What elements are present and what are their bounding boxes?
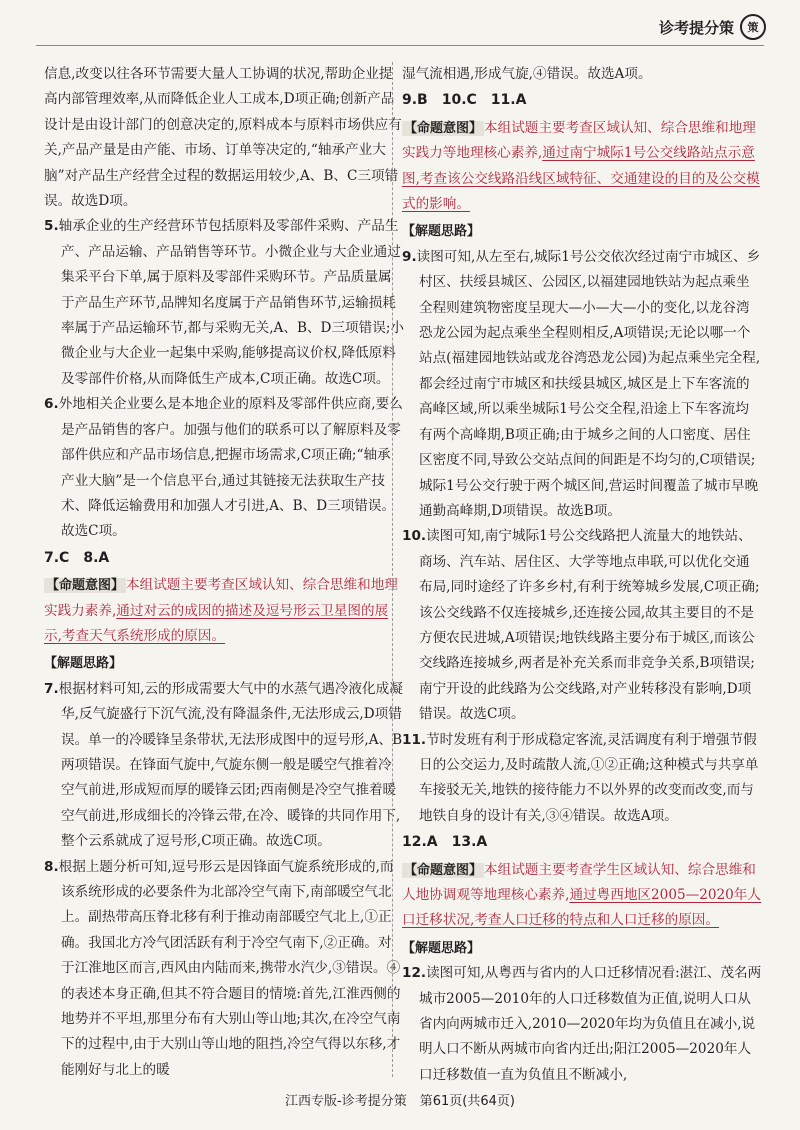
brand-header: [659, 14, 766, 40]
question-12-explanation: 12.读图可知,从粤西与省内的人口迁移情况看:湛江、茂名两城市2005—2010年的人口迁移数值为正值,说明人口从省内向两城市迁入,2010—2020年均为负值且在减小,说明人口不断从两城市向省内迁出;阳江2005—2020年人口迁移数值一直为负值且不断减小,: [402, 965, 762, 1083]
question-9-explanation: 9.读图可知,从左至右,城际1号公交依次经过南宁市城区、乡村区、扶绥县城区、公园区,以福建园地铁站为起点乘坐全程则建筑物密度呈现大—小—大—小的变化,以龙谷湾恐龙公园为起点乘坐全程则相反,A项错误;无论以哪一个站点(福建园地铁站或龙谷湾恐龙公园)为起点乘坐完全程,都会经过南宁市城区和扶绥县城区,城区是上下车客流的高峰区域,所以乘坐城际1号公交全程,沿途上下车客流均有两个高峰期,B项正确;由于城乡之间的人口密度、居住区密度不同,导致公交站点间的间距是不均匀的,C项错误;城际1号公交行驶于两个城区间,营运时间覆盖了城市早晚通勤高峰期,D项错误。故选B项。: [402, 248, 761, 519]
intent-text-underlined: 通过粤西地区2005—2020年人口迁移状况,考查人口迁移的特点和人口迁移的原因。: [402, 887, 761, 929]
solution-label: 【解题思路】: [44, 656, 123, 672]
question-number: 12.: [402, 965, 427, 982]
question-8-explanation: 8.根据上题分析可知,逗号形云是因锋面气旋系统形成的,而该系统形成的必要条件为北部冷空气南下,南部暖空气北上。副热带高压脊北移有利于推动南部暖空气北上,①正确。我国北方冷气团活跃有利于冷空气南下,②正确。对于江淮地区而言,西风由内陆而来,携带水汽少,③错误。④的表述本身正确,但其不符合题目的情境:首先,江淮西侧的地势并不平坦,那里分布有大别山等山地;其次,在冷空气南下的过程中,由于大别山等山地的阻挡,冷空气得以东移,才能刚好与北上的暖: [44, 858, 401, 1078]
question-number: 6.: [44, 396, 59, 413]
question-number: 5.: [44, 218, 59, 235]
question-number: 7.: [44, 680, 59, 697]
answer-key-9-11: 9.B 10.C 11.A: [402, 92, 527, 109]
answer-key-12-13: 12.A 13.A: [402, 834, 488, 851]
header-rule: [36, 45, 764, 46]
question-number: 10.: [402, 528, 427, 545]
intent-section: [402, 858, 762, 934]
intent-section: [44, 573, 404, 649]
intent-label: 【命题意图】: [404, 120, 483, 136]
continued-answer-text: 信息,改变以往各环节需要大量人工协调的状况,帮助企业提高内部管理效率,从而降低企业人工成本,D项正确;创新产品设计是由设计部门的创意决定的,原料成本与原料市场供应有关,产品产量是由产能、市场、订单等决定的,“轴承产业大脑”对产品生产经营全过程的数据运用较少,A、B、C三项错误。故选D项。: [44, 66, 402, 210]
intent-section: [402, 116, 762, 218]
column-divider: [392, 62, 393, 1077]
intent-text: 本组试题主要考查学生区域认知、综合思维和人地协调观等地理核心素养,: [402, 861, 756, 903]
question-number: 11.: [402, 731, 427, 748]
left-column: [44, 62, 404, 1083]
intent-text: 本组试题主要考查区域认知、综合思维和地理实践力素养,: [44, 577, 398, 619]
solution-label: 【解题思路】: [402, 940, 481, 956]
question-number: 8.: [44, 858, 59, 875]
question-6-explanation: 6.外地相关企业要么是本地企业的原料及零部件供应商,要么是产品销售的客户。加强与他们的联系可以了解原料及零部件供应和产品市场信息,把握市场需求,C项正确;“轴承产业大脑”是一个信息平台,通过其链接无法获取生产技术、降低运输费用和加强人才引进,A、B、D三项错误。故选C项。: [44, 396, 403, 540]
question-5-explanation: 5.轴承企业的生产经营环节包括原料及零部件采购、产品生产、产品运输、产品销售等环节。小微企业与大企业通过集采平台下单,属于原料及零部件采购环节。产品质量属于产品生产环节,品牌知名度属于产品销售环节,运输损耗率属于产品运输环节,都与采购无关,A、B、D三项错误;小微企业与大企业一起集中采购,能够提高议价权,降低原料及零部件价格,从而降低生产成本,C项正确。故选C项。: [44, 218, 404, 387]
intent-text-underlined: 通过南宁城际1号公交线路站点示意图,考查该公交线路沿线区域特征、交通建设的目的及公交模式的影响。: [402, 145, 760, 213]
intent-text: 本组试题主要考查区域认知、综合思维和地理实践力等地理核心素养,: [402, 119, 756, 162]
question-11-explanation: 11.节时发班有利于形成稳定客流,灵活调度有利于增强节假日的公交运力,及时疏散人流,①②正确;这种模式与共享单车接驳无关,地铁的接待能力不以外界的改变而改变,而与地铁自身的设计有关,③④错误。故选A项。: [402, 731, 759, 824]
intent-label: 【命题意图】: [404, 862, 483, 878]
solution-label: 【解题思路】: [402, 224, 481, 240]
answer-key-7-8: 7.C 8.A: [44, 549, 110, 566]
brand-title: 诊考提分策: [658, 18, 734, 37]
intent-label: 【命题意图】: [46, 578, 125, 594]
continued-answer-text: 湿气流相遇,形成气旋,④错误。故选A项。: [402, 66, 652, 82]
intent-text-underlined: 通过对云的成因的描述及逗号形云卫星图的展示,考查天气系统形成的原因。: [44, 602, 389, 644]
question-10-explanation: 10.读图可知,南宁城际1号公交线路把人流量大的地铁站、商场、汽车站、居住区、大学等地点串联,可以优化交通布局,同时途经了许多乡村,有利于统筹城乡发展,C项正确;该公交线路不仅连接城乡,还连接公园,故其主要目的不是方便农民进城,A项错误;地铁线路主要分布于城区,而该公交线路连接城乡,两者是补充关系而非竞争关系,B项错误;南宁开设的此线路为公交线路,对产业转移没有影响,D项错误。故选C项。: [402, 528, 760, 723]
brand-logo-icon: 策: [740, 14, 766, 40]
page-footer: 江西专版-诊考提分策 第61页(共64页): [285, 1094, 515, 1109]
question-number: 9.: [402, 248, 417, 265]
right-column: [402, 62, 762, 1088]
question-7-explanation: 7.根据材料可知,云的形成需要大气中的水蒸气遇冷液化成凝华,反气旋盛行下沉气流,没有降温条件,无法形成云,D项错误。单一的冷暖锋呈条带状,无法形成图中的逗号形,A、B两项错误。在锋面气旋中,气旋东侧一般是暖空气推着冷空气前进,形成短而厚的暖锋云团;西南侧是冷空气推着暖空气前进,形成细长的冷锋云带,在冷、暖锋的共同作用下,整个云系就成了逗号形,C项正确。故选C项。: [44, 680, 403, 850]
